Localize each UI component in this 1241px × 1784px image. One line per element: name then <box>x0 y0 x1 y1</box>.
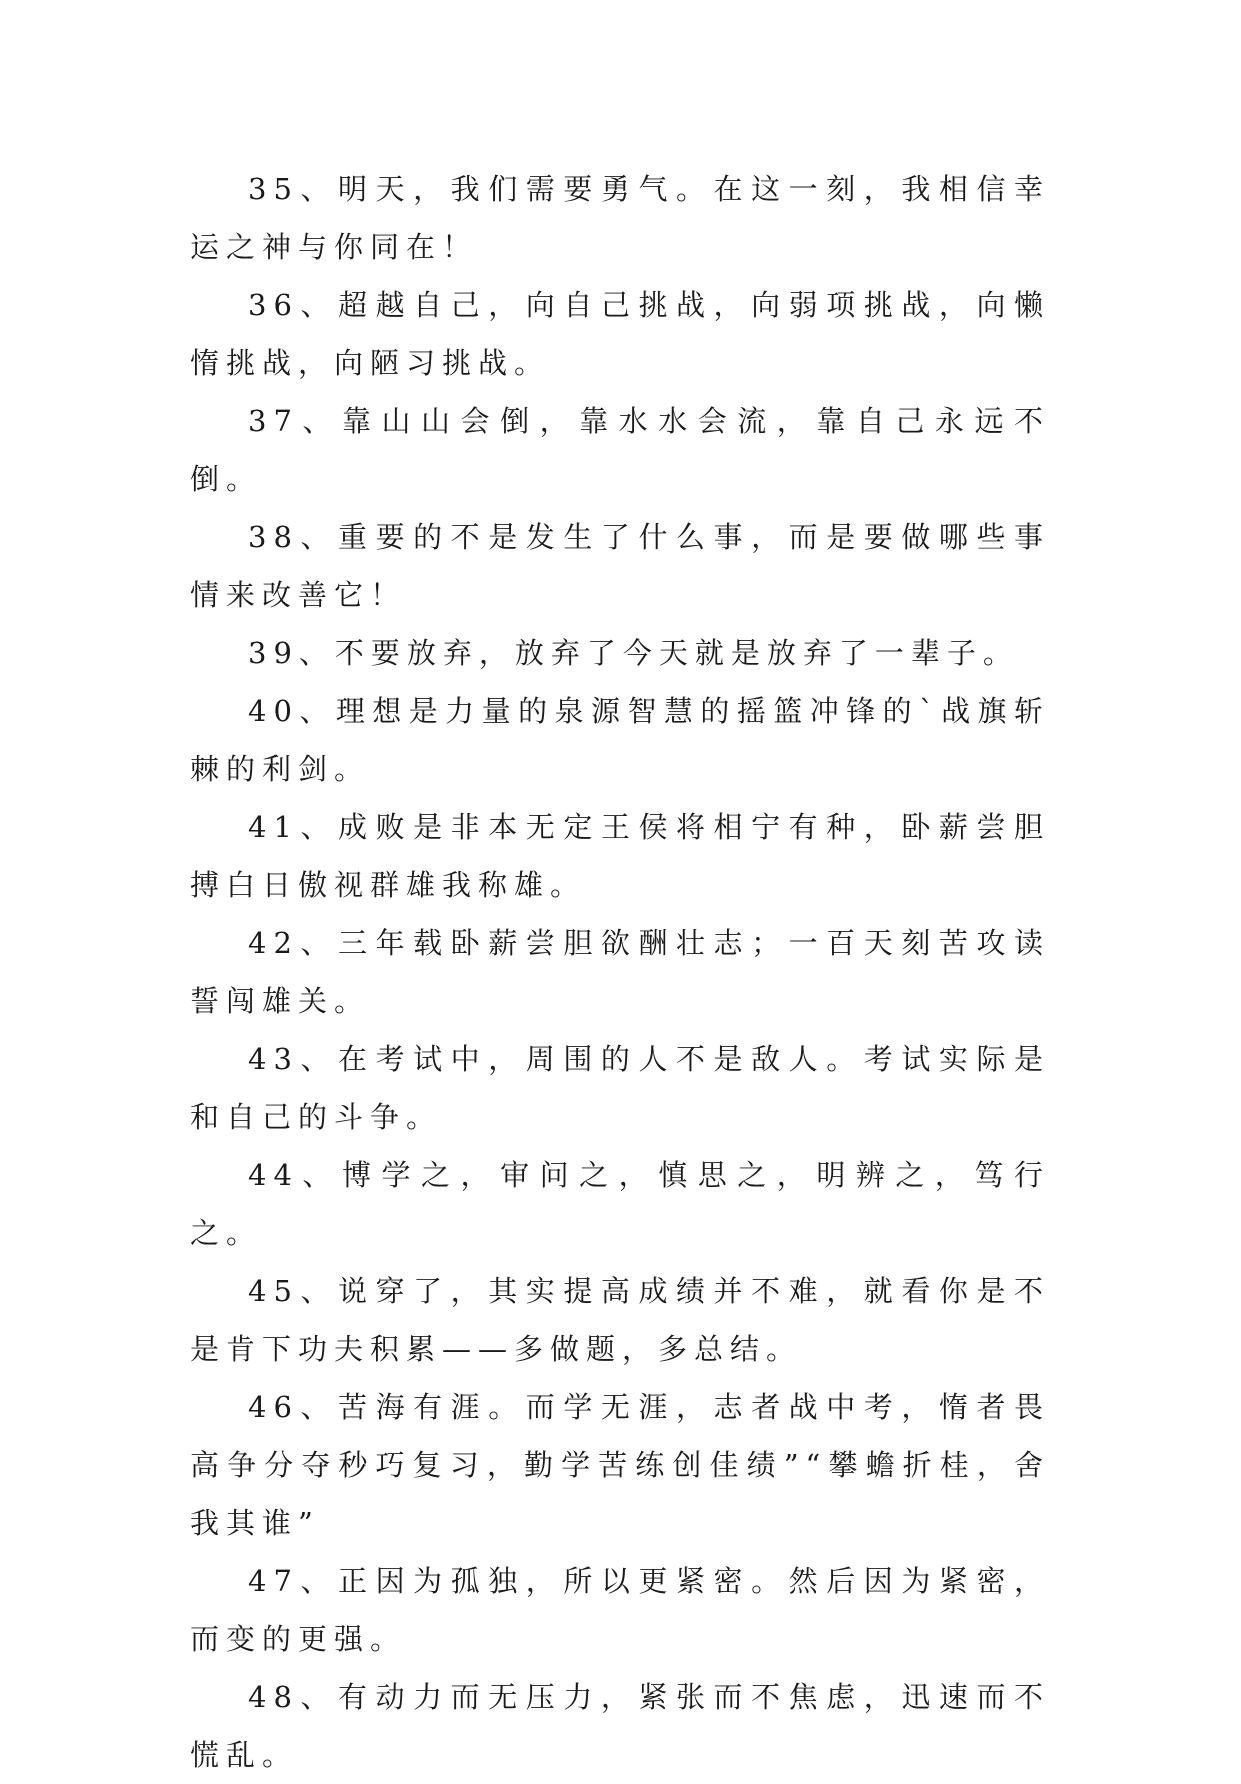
paragraph-38: 38、重要的不是发生了什么事，而是要做哪些事情来改善它！ <box>190 520 1050 612</box>
paragraph-35: 35、明天，我们需要勇气。在这一刻，我相信幸运之神与你同在！ <box>190 172 1050 264</box>
paragraph-45: 45、说穿了，其实提高成绩并不难，就看你是不是肯下功夫积累——多做题，多总结。 <box>190 1274 1050 1366</box>
paragraph-42: 42、三年载卧薪尝胆欲酬壮志；一百天刻苦攻读誓闯雄关。 <box>190 926 1050 1018</box>
paragraph-37: 37、靠山山会倒，靠水水会流，靠自己永远不倒。 <box>190 404 1050 496</box>
paragraph-44: 44、博学之，审问之，慎思之，明辨之，笃行之。 <box>190 1158 1050 1250</box>
paragraph-46: 46、苦海有涯。而学无涯，志者战中考，惰者畏高争分夺秒巧复习，勤学苦练创佳绩”“攀蟾折桂，舍我其谁” <box>190 1390 1050 1540</box>
paragraph-41: 41、成败是非本无定王侯将相宁有种，卧薪尝胆搏白日傲视群雄我称雄。 <box>190 810 1050 902</box>
document-body <box>190 160 1050 1784</box>
paragraph-48: 48、有动力而无压力，紧张而不焦虑，迅速而不慌乱。 <box>190 1680 1050 1772</box>
paragraph-39: 39、不要放弃，放弃了今天就是放弃了一辈子。 <box>248 636 1019 670</box>
paragraph-43: 43、在考试中，周围的人不是敌人。考试实际是和自己的斗争。 <box>190 1042 1050 1134</box>
paragraph-40: 40、理想是力量的泉源智慧的摇篮冲锋的`战旗斩棘的利剑。 <box>190 694 1050 786</box>
paragraph-47: 47、正因为孤独，所以更紧密。然后因为紧密，而变的更强。 <box>190 1564 1050 1656</box>
paragraph-36: 36、超越自己，向自己挑战，向弱项挑战，向懒惰挑战，向陋习挑战。 <box>190 288 1050 380</box>
